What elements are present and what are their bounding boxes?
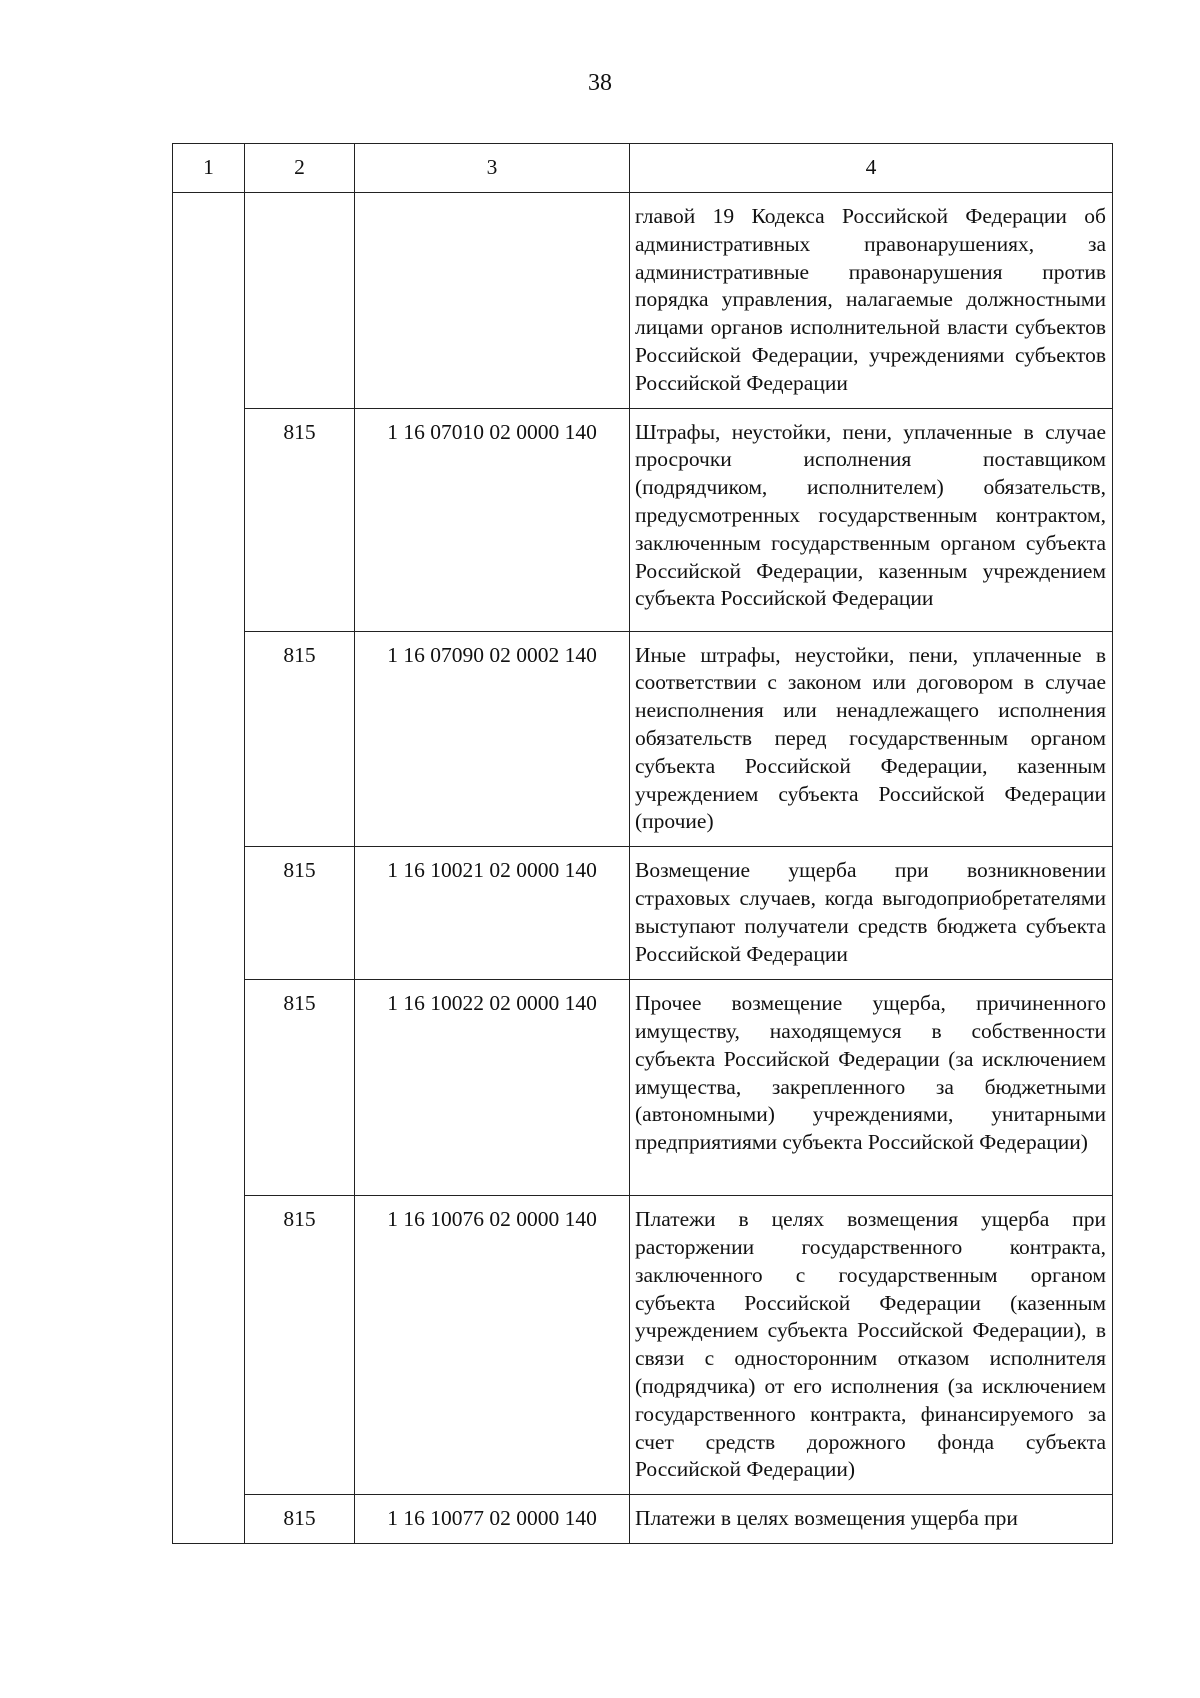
column-header-4: 4 [630,144,1113,193]
table-header-row [173,144,1113,193]
description-cell: главой 19 Кодекса Российской Федерации об административных правонарушениях, за административные правонарушения против порядка управления, налагаемые должностными лицами органов исполнительной власти субъектов Российской Федерации, учреждениями субъектов Российской Федерации [630,193,1113,409]
budget-code-cell: 1 16 10022 02 0000 140 [355,980,630,1196]
table-row [173,193,1113,409]
column-header-2: 2 [245,144,355,193]
description-cell: Платежи в целях возмещения ущерба при расторжении государственного контракта, заключенного с государственным органом субъекта Российской Федерации (казенным учреждением субъекта Российской Федерации), в связи с односторонним отказом исполнителя (подрядчика) от его исполнения (за исключением государственного контракта, финансируемого за счет средств дорожного фонда субъекта Российской Федерации) [630,1196,1113,1495]
budget-code-cell: 1 16 10077 02 0000 140 [355,1495,630,1544]
table-row [173,1495,1113,1544]
admin-code-cell: 815 [245,408,355,631]
description-cell: Иные штрафы, неустойки, пени, уплаченные в соответствии с законом или договором в случае неисполнения или ненадлежащего исполнения обязательств перед государственным органом субъекта Российской Федерации, казенным учреждением субъекта Российской Федерации (прочие) [630,631,1113,847]
budget-code-cell: 1 16 10076 02 0000 140 [355,1196,630,1495]
table-row [173,980,1113,1196]
admin-code-cell: 815 [245,980,355,1196]
table-row [173,408,1113,631]
admin-code-cell: 815 [245,1495,355,1544]
budget-code-cell: 1 16 07090 02 0002 140 [355,631,630,847]
admin-code-cell: 815 [245,631,355,847]
budget-code-cell: 1 16 07010 02 0000 140 [355,408,630,631]
page-number: 38 [588,70,612,96]
budget-codes-table [172,143,1113,1544]
admin-code-cell: 815 [245,1196,355,1495]
table-row [173,847,1113,980]
description-cell: Платежи в целях возмещения ущерба при [630,1495,1113,1544]
column-header-3: 3 [355,144,630,193]
table-row [173,1196,1113,1495]
admin-code-cell: 815 [245,847,355,980]
description-cell: Прочее возмещение ущерба, причиненного имуществу, находящемуся в собственности субъекта Российской Федерации (за исключением имущества, закрепленного за бюджетными (автономными) учреждениями, унитарными предприятиями субъекта Российской Федерации) [630,980,1113,1196]
description-cell: Возмещение ущерба при возникновении страховых случаев, когда выгодоприобретателями выступают получатели средств бюджета субъекта Российской Федерации [630,847,1113,980]
budget-code-cell [355,193,630,409]
column-1-merged-cell [173,193,245,1544]
admin-code-cell [245,193,355,409]
table-row [173,631,1113,847]
description-cell: Штрафы, неустойки, пени, уплаченные в случае просрочки исполнения поставщиком (подрядчиком, исполнителем) обязательств, предусмотренных государственным контрактом, заключенным государственным органом субъекта Российской Федерации, казенным учреждением субъекта Российской Федерации [630,408,1113,631]
budget-code-cell: 1 16 10021 02 0000 140 [355,847,630,980]
column-header-1: 1 [173,144,245,193]
